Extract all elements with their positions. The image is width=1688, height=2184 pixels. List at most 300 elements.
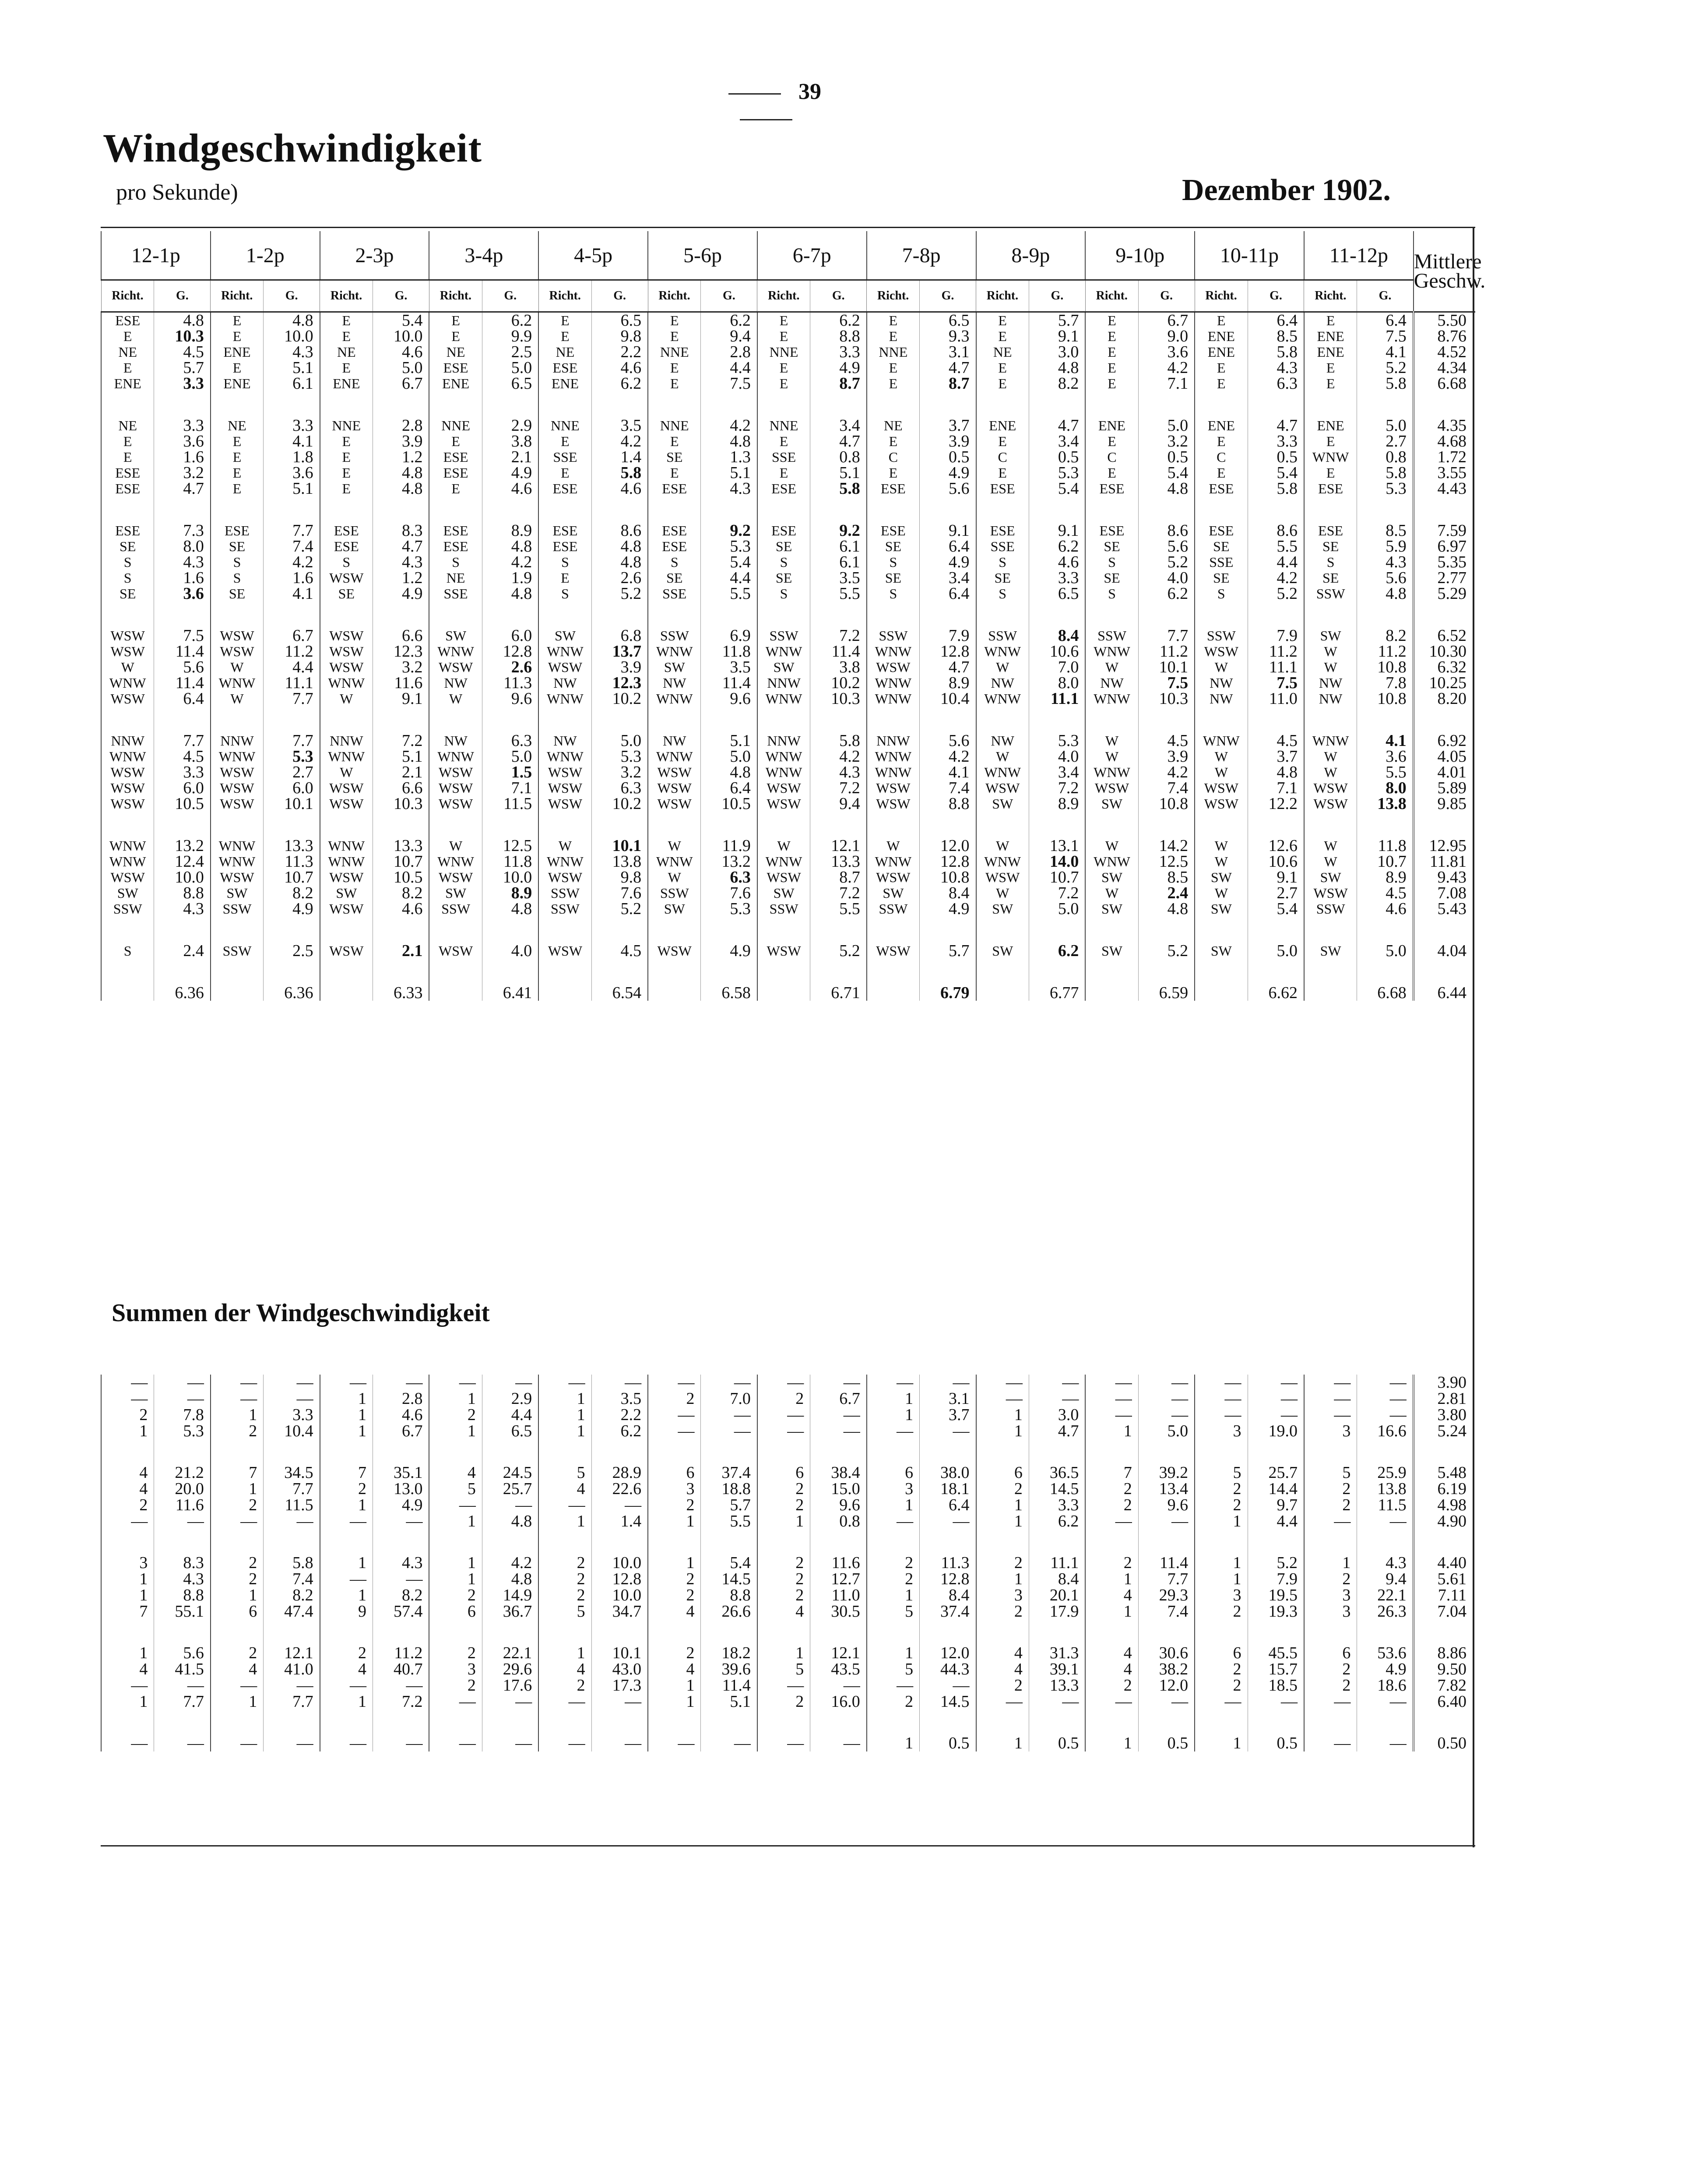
- speed-cell: 3.9: [591, 659, 648, 675]
- month-label: Dezember 1902.: [1182, 173, 1391, 207]
- speed-cell: 5.8: [1248, 481, 1304, 496]
- speed-cell: 5.7: [920, 943, 976, 959]
- speed-cell: 3.2: [1138, 433, 1195, 449]
- sum-cell: —: [1138, 1407, 1195, 1423]
- speed-cell: 4.3: [154, 554, 211, 570]
- speed-cell: 4.3: [1357, 554, 1414, 570]
- spacer-cell: [373, 1530, 429, 1555]
- hour-mean-cell: 6.77: [1029, 985, 1085, 1001]
- direction-cell: WNW: [101, 675, 154, 691]
- spacer-cell: [701, 1620, 757, 1645]
- count-cell: 6: [757, 1465, 810, 1481]
- spacer-cell: [1248, 601, 1304, 628]
- speed-cell: 6.0: [482, 628, 538, 644]
- speed-cell: 4.2: [1248, 570, 1304, 586]
- direction-cell: WNW: [101, 854, 154, 869]
- direction-cell: W: [867, 838, 920, 854]
- speed-cell: 5.6: [154, 659, 211, 675]
- table-row: [101, 328, 1475, 344]
- speed-cell: 4.9: [920, 554, 976, 570]
- direction-cell: SSW: [1195, 628, 1248, 644]
- count-cell: —: [757, 1735, 810, 1751]
- spacer-row: [101, 496, 1475, 523]
- direction-cell: [648, 985, 701, 1001]
- count-cell: 1: [648, 1513, 701, 1530]
- speed-cell: 5.5: [701, 586, 757, 601]
- direction-cell: NE: [538, 344, 591, 360]
- count-cell: —: [320, 1571, 373, 1587]
- sum-cell: 9.4: [1357, 1571, 1414, 1587]
- spacer-cell: [1414, 917, 1475, 943]
- speed-cell: 8.4: [920, 885, 976, 901]
- speed-cell: 5.8: [1357, 376, 1414, 391]
- direction-cell: WSW: [1304, 780, 1357, 796]
- count-cell: —: [1304, 1513, 1357, 1530]
- sum-cell: —: [701, 1423, 757, 1439]
- sum-cell: 11.2: [373, 1645, 429, 1661]
- spacer-cell: [1029, 391, 1085, 418]
- spacer-cell: [373, 1710, 429, 1735]
- direction-cell: [211, 985, 264, 1001]
- sum-cell: —: [810, 1423, 867, 1439]
- direction-cell: E: [1195, 360, 1248, 376]
- sum-cell: —: [154, 1513, 211, 1530]
- sum-cell: 17.9: [1029, 1604, 1085, 1620]
- speed-cell: 10.7: [373, 854, 429, 869]
- speed-cell: 0.8: [810, 449, 867, 465]
- direction-cell: SSW: [976, 628, 1029, 644]
- direction-cell: WSW: [320, 644, 373, 659]
- direction-cell: ESE: [976, 481, 1029, 496]
- direction-cell: WNW: [867, 644, 920, 659]
- direction-cell: ESE: [320, 538, 373, 554]
- sum-cell: 34.5: [264, 1465, 320, 1481]
- speed-cell: 8.6: [1138, 523, 1195, 538]
- count-cell: 2: [757, 1694, 810, 1710]
- sum-cell: 39.2: [1138, 1465, 1195, 1481]
- direction-cell: SSW: [867, 628, 920, 644]
- count-cell: 1: [976, 1571, 1029, 1587]
- count-cell: 4: [976, 1645, 1029, 1661]
- spacer-cell: [1138, 496, 1195, 523]
- speed-cell: 8.5: [1357, 523, 1414, 538]
- speed-cell: 12.8: [920, 644, 976, 659]
- speed-cell: 12.8: [482, 644, 538, 659]
- sum-cell: 37.4: [701, 1465, 757, 1481]
- direction-cell: WSW: [320, 628, 373, 644]
- speed-cell: 5.0: [1029, 901, 1085, 917]
- spacer-cell: [1248, 959, 1304, 985]
- direction-cell: W: [538, 838, 591, 854]
- count-cell: 7: [320, 1465, 373, 1481]
- speed-cell: 7.2: [1029, 780, 1085, 796]
- direction-cell: S: [1085, 586, 1138, 601]
- spacer-cell: [757, 391, 810, 418]
- direction-cell: E: [976, 328, 1029, 344]
- speed-cell: 9.3: [920, 328, 976, 344]
- direction-cell: ESE: [648, 481, 701, 496]
- direction-cell: WNW: [538, 691, 591, 707]
- direction-cell: WSW: [1195, 780, 1248, 796]
- page-subtitle: pro Sekunde): [116, 180, 238, 205]
- speed-cell: 3.3: [154, 418, 211, 433]
- count-cell: 5: [867, 1661, 920, 1678]
- sum-cell: 14.5: [701, 1571, 757, 1587]
- direction-cell: [538, 985, 591, 1001]
- sum-cell: 36.7: [482, 1604, 538, 1620]
- spacer-cell: [429, 1710, 482, 1735]
- speed-cell: 7.3: [154, 523, 211, 538]
- sum-cell: 11.6: [810, 1555, 867, 1571]
- spacer-cell: [1029, 707, 1085, 733]
- count-cell: —: [648, 1407, 701, 1423]
- speed-cell: 3.4: [920, 570, 976, 586]
- speed-cell: 4.9: [701, 943, 757, 959]
- speed-cell: 3.4: [1029, 764, 1085, 780]
- count-cell: 1: [320, 1391, 373, 1407]
- direction-cell: SW: [1304, 869, 1357, 885]
- speed-cell: 3.5: [810, 570, 867, 586]
- spacer-cell: [976, 391, 1029, 418]
- count-cell: 1: [320, 1407, 373, 1423]
- spacer-cell: [373, 707, 429, 733]
- direction-cell: W: [1195, 885, 1248, 901]
- speed-cell: 6.8: [591, 628, 648, 644]
- direction-cell: E: [320, 328, 373, 344]
- speed-cell: 9.4: [810, 796, 867, 812]
- spacer-cell: [1304, 812, 1357, 838]
- direction-cell: WNW: [867, 764, 920, 780]
- spacer-cell: [920, 1530, 976, 1555]
- sum-cell: 37.4: [920, 1604, 976, 1620]
- speed-cell: 10.5: [154, 796, 211, 812]
- count-cell: 2: [211, 1555, 264, 1571]
- direction-cell: E: [648, 465, 701, 481]
- direction-cell: WSW: [976, 780, 1029, 796]
- direction-cell: SE: [1085, 538, 1138, 554]
- speed-cell: 13.2: [154, 838, 211, 854]
- spacer-cell: [867, 812, 920, 838]
- direction-cell: W: [1304, 838, 1357, 854]
- count-cell: 2: [648, 1645, 701, 1661]
- speed-cell: 11.4: [154, 644, 211, 659]
- speed-cell: 3.6: [1357, 749, 1414, 764]
- spacer-cell: [320, 1530, 373, 1555]
- speed-cell: 5.1: [810, 465, 867, 481]
- speed-cell: 3.3: [154, 764, 211, 780]
- direction-cell: [320, 985, 373, 1001]
- sum-cell: 5.5: [701, 1513, 757, 1530]
- direction-cell: [757, 985, 810, 1001]
- direction-cell: NNE: [320, 418, 373, 433]
- speed-cell: 4.1: [1357, 733, 1414, 749]
- spacer-cell: [538, 1439, 591, 1465]
- speed-cell: 6.3: [482, 733, 538, 749]
- speed-cell: 5.0: [591, 733, 648, 749]
- speed-cell: 5.4: [1029, 481, 1085, 496]
- speed-cell: 7.0: [1029, 659, 1085, 675]
- direction-cell: WSW: [101, 869, 154, 885]
- direction-cell: WNW: [1085, 764, 1138, 780]
- speed-cell: 6.2: [701, 312, 757, 329]
- direction-cell: SSE: [429, 586, 482, 601]
- spacer-cell: [1138, 391, 1195, 418]
- sum-cell: —: [591, 1694, 648, 1710]
- spacer-cell: [320, 391, 373, 418]
- direction-cell: WNW: [211, 838, 264, 854]
- direction-cell: WNW: [538, 749, 591, 764]
- spacer-cell: [1085, 707, 1138, 733]
- spacer-cell: [211, 812, 264, 838]
- sum-cell: —: [810, 1407, 867, 1423]
- speed-cell: 3.2: [154, 465, 211, 481]
- count-cell: 1: [867, 1587, 920, 1604]
- speed-cell: 6.1: [264, 376, 320, 391]
- direction-cell: SE: [1304, 538, 1357, 554]
- sum-cell: 29.3: [1138, 1587, 1195, 1604]
- sums-table: [101, 1375, 1475, 1751]
- count-cell: 2: [976, 1481, 1029, 1497]
- speed-cell: 9.2: [810, 523, 867, 538]
- spacer-cell: [591, 917, 648, 943]
- count-cell: 2: [429, 1645, 482, 1661]
- spacer-row: [101, 1439, 1475, 1465]
- table-row: [101, 449, 1475, 465]
- spacer-cell: [1304, 707, 1357, 733]
- spacer-cell: [482, 707, 538, 733]
- speed-cell: 5.0: [1357, 418, 1414, 433]
- mean-cell: 9.85: [1414, 796, 1475, 812]
- sum-cell: 34.7: [591, 1604, 648, 1620]
- sums-row: [101, 1571, 1475, 1587]
- direction-cell: E: [1304, 433, 1357, 449]
- direction-cell: WSW: [648, 780, 701, 796]
- sums-row: [101, 1555, 1475, 1571]
- spacer-cell: [154, 959, 211, 985]
- speed-cell: 11.9: [701, 838, 757, 854]
- speed-cell: 3.6: [154, 433, 211, 449]
- direction-cell: E: [976, 465, 1029, 481]
- mean-cell: 4.05: [1414, 749, 1475, 764]
- speed-cell: 11.3: [264, 854, 320, 869]
- spacer-cell: [701, 1530, 757, 1555]
- mean-cell: 3.90: [1414, 1375, 1475, 1391]
- speed-cell: 7.1: [1138, 376, 1195, 391]
- direction-cell: C: [1195, 449, 1248, 465]
- direction-cell: NNW: [101, 733, 154, 749]
- count-cell: —: [320, 1735, 373, 1751]
- speed-cell: 1.2: [373, 449, 429, 465]
- speed-cell: 6.7: [264, 628, 320, 644]
- speed-cell: 7.5: [1138, 675, 1195, 691]
- spacer-cell: [101, 496, 154, 523]
- direction-cell: WSW: [320, 570, 373, 586]
- direction-cell: ESE: [538, 523, 591, 538]
- speed-cell: 1.8: [264, 449, 320, 465]
- direction-cell: S: [976, 586, 1029, 601]
- speed-cell: 11.4: [154, 675, 211, 691]
- direction-cell: WSW: [211, 764, 264, 780]
- speed-cell: 6.5: [1029, 586, 1085, 601]
- direction-cell: [1085, 985, 1138, 1001]
- table-row: [101, 943, 1475, 959]
- sum-cell: 47.4: [264, 1604, 320, 1620]
- speed-cell: 2.5: [482, 344, 538, 360]
- direction-cell: WNW: [1085, 644, 1138, 659]
- direction-cell: E: [867, 328, 920, 344]
- direction-cell: WSW: [867, 659, 920, 675]
- mean-cell: 5.43: [1414, 901, 1475, 917]
- count-cell: 2: [538, 1587, 591, 1604]
- direction-cell: W: [101, 659, 154, 675]
- sum-cell: 7.4: [264, 1571, 320, 1587]
- speed-cell: 4.8: [1138, 901, 1195, 917]
- count-cell: 4: [538, 1661, 591, 1678]
- speed-cell: 0.5: [1029, 449, 1085, 465]
- count-cell: 5: [1304, 1465, 1357, 1481]
- direction-cell: WSW: [429, 659, 482, 675]
- speed-cell: 14.2: [1138, 838, 1195, 854]
- direction-cell: E: [1085, 344, 1138, 360]
- table-row: [101, 465, 1475, 481]
- count-cell: 1: [429, 1423, 482, 1439]
- sum-cell: 3.0: [1029, 1407, 1085, 1423]
- spacer-cell: [648, 1710, 701, 1735]
- speed-cell: 5.8: [810, 733, 867, 749]
- speed-cell: 10.6: [1029, 644, 1085, 659]
- spacer-cell: [1138, 1710, 1195, 1735]
- count-cell: 6: [429, 1604, 482, 1620]
- sum-cell: 13.4: [1138, 1481, 1195, 1497]
- spacer-cell: [920, 959, 976, 985]
- table-row: [101, 869, 1475, 885]
- sum-cell: —: [920, 1678, 976, 1694]
- count-cell: —: [101, 1513, 154, 1530]
- count-cell: —: [320, 1513, 373, 1530]
- speed-cell: 8.6: [1248, 523, 1304, 538]
- overall-mean-cell: 6.44: [1414, 985, 1475, 1001]
- spacer-row: [101, 707, 1475, 733]
- count-cell: —: [538, 1735, 591, 1751]
- spacer-cell: [1138, 707, 1195, 733]
- direction-cell: SW: [1085, 869, 1138, 885]
- direction-cell: WNW: [1304, 733, 1357, 749]
- direction-cell: WNW: [867, 749, 920, 764]
- speed-cell: 7.2: [810, 628, 867, 644]
- speed-cell: 9.9: [482, 328, 538, 344]
- spacer-cell: [429, 707, 482, 733]
- direction-cell: SE: [1195, 538, 1248, 554]
- count-cell: 5: [1195, 1465, 1248, 1481]
- sum-cell: 11.4: [701, 1678, 757, 1694]
- spacer-cell: [920, 707, 976, 733]
- speed-cell: 4.9: [810, 360, 867, 376]
- spacer-cell: [211, 1530, 264, 1555]
- sum-cell: 45.5: [1248, 1645, 1304, 1661]
- direction-cell: W: [1304, 764, 1357, 780]
- count-cell: 6: [648, 1465, 701, 1481]
- sum-cell: 21.2: [154, 1465, 211, 1481]
- sum-cell: —: [373, 1735, 429, 1751]
- direction-cell: ESE: [538, 481, 591, 496]
- direction-cell: SE: [101, 586, 154, 601]
- direction-cell: E: [538, 312, 591, 329]
- spacer-cell: [1195, 391, 1248, 418]
- speed-cell: 5.3: [1357, 481, 1414, 496]
- sum-cell: 17.6: [482, 1678, 538, 1694]
- direction-cell: [1195, 985, 1248, 1001]
- spacer-cell: [264, 1710, 320, 1735]
- direction-cell: WNW: [538, 854, 591, 869]
- direction-cell: E: [1195, 433, 1248, 449]
- mean-cell: 4.98: [1414, 1497, 1475, 1513]
- spacer-cell: [1357, 496, 1414, 523]
- direction-cell: E: [1085, 433, 1138, 449]
- table-row: [101, 901, 1475, 917]
- spacer-cell: [1085, 1439, 1138, 1465]
- direction-cell: NW: [1304, 675, 1357, 691]
- subheader-row: [101, 280, 1475, 312]
- spacer-cell: [320, 959, 373, 985]
- direction-cell: ESE: [867, 481, 920, 496]
- direction-cell: WNW: [1085, 691, 1138, 707]
- sum-cell: 6.2: [591, 1423, 648, 1439]
- direction-cell: NE: [101, 418, 154, 433]
- table-row: [101, 796, 1475, 812]
- speed-cell: 1.2: [373, 570, 429, 586]
- direction-cell: SSW: [1304, 901, 1357, 917]
- spacer-cell: [701, 1710, 757, 1735]
- direction-cell: WSW: [757, 869, 810, 885]
- mean-cell: 5.35: [1414, 554, 1475, 570]
- spacer-cell: [920, 1620, 976, 1645]
- sum-cell: 7.7: [264, 1481, 320, 1497]
- count-cell: 1: [1085, 1423, 1138, 1439]
- direction-cell: E: [976, 360, 1029, 376]
- spacer-cell: [757, 707, 810, 733]
- spacer-cell: [211, 1439, 264, 1465]
- sum-cell: —: [373, 1678, 429, 1694]
- speed-cell: 1.3: [701, 449, 757, 465]
- count-cell: 3: [101, 1555, 154, 1571]
- direction-cell: ESE: [429, 360, 482, 376]
- spacer-cell: [429, 496, 482, 523]
- count-cell: 4: [101, 1661, 154, 1678]
- count-cell: —: [101, 1391, 154, 1407]
- mean-cell: 6.40: [1414, 1694, 1475, 1710]
- count-cell: —: [757, 1407, 810, 1423]
- count-cell: 5: [429, 1481, 482, 1497]
- sum-cell: 10.1: [591, 1645, 648, 1661]
- speed-cell: 4.8: [373, 481, 429, 496]
- sum-cell: —: [264, 1391, 320, 1407]
- direction-cell: S: [211, 570, 264, 586]
- spacer-cell: [1248, 1710, 1304, 1735]
- spacer-cell: [1195, 601, 1248, 628]
- mean-cell: 9.43: [1414, 869, 1475, 885]
- sums-row: [101, 1678, 1475, 1694]
- direction-cell: NNE: [867, 344, 920, 360]
- speed-cell: 4.8: [482, 586, 538, 601]
- direction-cell: WNW: [648, 854, 701, 869]
- speed-cell: 14.0: [1029, 854, 1085, 869]
- count-cell: 2: [429, 1587, 482, 1604]
- spacer-cell: [1085, 1530, 1138, 1555]
- count-cell: —: [1304, 1391, 1357, 1407]
- direction-cell: W: [648, 869, 701, 885]
- count-cell: 2: [429, 1678, 482, 1694]
- count-cell: 5: [538, 1604, 591, 1620]
